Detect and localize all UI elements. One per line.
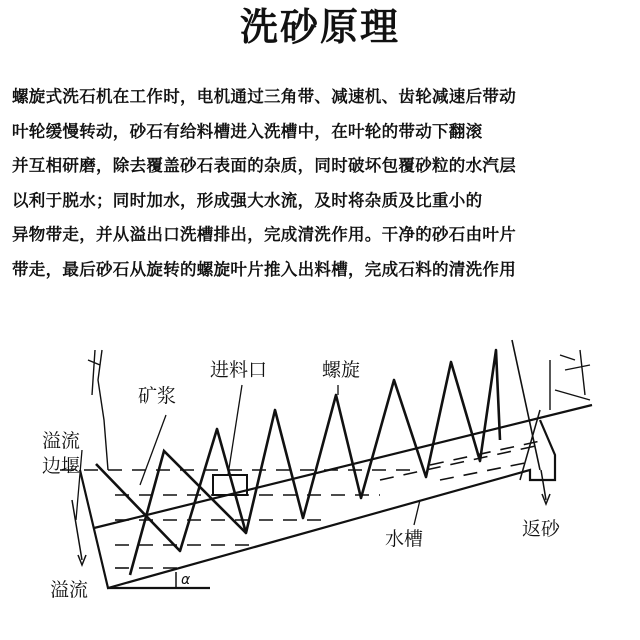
paragraph-line: 异物带走，并从溢出口洗槽排出，完成清洗作用。干净的砂石由叶片 <box>12 225 516 244</box>
label-overflow: 溢流 <box>50 579 89 601</box>
water-dashes <box>60 440 545 568</box>
label-overflow-weir-1: 溢流 <box>42 430 81 452</box>
description-paragraph <box>12 84 632 291</box>
label-slurry: 矿浆 <box>138 385 177 407</box>
label-angle: α <box>181 572 191 588</box>
motor-symbol-left <box>88 350 108 470</box>
motor-symbol-right <box>555 350 590 400</box>
trough-outline <box>80 420 555 588</box>
label-overflow-weir-2: 边堰 <box>42 455 81 477</box>
label-spiral: 螺旋 <box>322 359 361 381</box>
label-feed-inlet: 进料口 <box>210 359 268 381</box>
paragraph-line: 带走，最后砂石从旋转的螺旋叶片推入出料槽，完成石料的清洗作用 <box>12 259 516 279</box>
label-return-sand: 返砂 <box>522 518 561 540</box>
paragraph-line: 螺旋式洗石机在工作时，电机通过三角带、减速机、齿轮减速后带动 <box>12 87 516 106</box>
spiral-blade <box>96 350 500 551</box>
paragraph-line: 并互相研磨，除去覆盖砂石表面的杂质，同时破坏包覆砂粒的水汽层 <box>12 156 516 175</box>
paragraph-line: 以利于脱水；同时加水，形成强大水流，及时将杂质及比重小的 <box>12 190 483 210</box>
return-sand-arrow <box>541 470 546 500</box>
paragraph-line: 叶轮缓慢转动，砂石有给料槽进入洗槽中，在叶轮的带动下翻滚 <box>12 121 483 141</box>
end-rod <box>512 340 540 470</box>
label-water-tank: 水槽 <box>385 528 424 550</box>
page-title: 洗砂原理 <box>239 5 400 49</box>
spiral-washer-diagram <box>0 330 640 640</box>
